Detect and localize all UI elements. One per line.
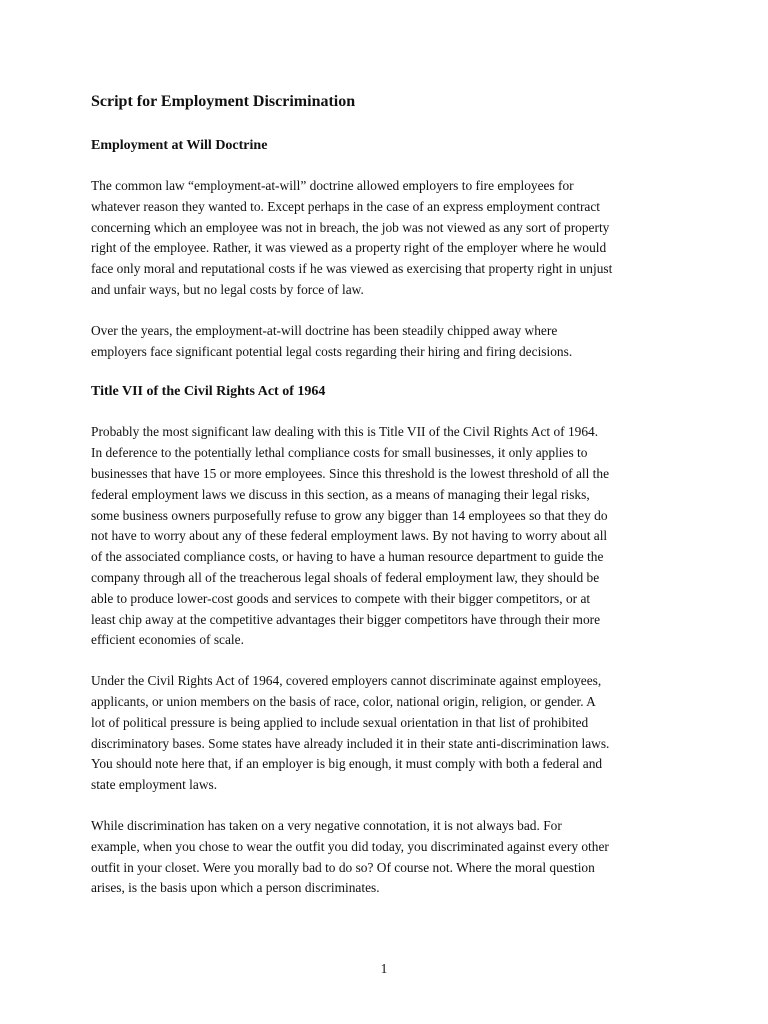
text-line: applicants, or union members on the basis of race, color, national origin, religion, or gender. A — [91, 693, 596, 709]
text-line: In deference to the potentially lethal compliance costs for small businesses, it only applies to — [91, 445, 588, 461]
page-number: 1 — [380, 961, 388, 976]
text-line: not have to worry about any of these federal employment laws. By not having to worry about all — [91, 528, 608, 544]
text-line: employers face significant potential legal costs regarding their hiring and firing decisions. — [91, 343, 573, 359]
section-heading: Employment at Will Doctrine — [91, 138, 268, 153]
paragraph — [91, 422, 691, 651]
text-line: able to produce lower-cost goods and services to compete with their bigger competitors, or at — [91, 590, 591, 606]
text-line: Probably the most significant law dealing with this is Title VII of the Civil Rights Act of 1964. — [91, 424, 599, 440]
section-heading: Title VII of the Civil Rights Act of 1964 — [91, 384, 326, 400]
text-line: Under the Civil Rights Act of 1964, covered employers cannot discriminate against employees, — [91, 673, 602, 689]
text-line: least chip away at the competitive advantages their bigger competitors have through their more — [91, 611, 601, 627]
text-line: face only moral and reputational costs if he was viewed as exercising that property right in unjust — [91, 261, 613, 277]
paragraph — [91, 176, 691, 301]
text-line: right of the employee. Rather, it was viewed as a property right of the employer where he would — [91, 240, 607, 256]
text-line: concerning which an employee was not in breach, the job was not viewed as any sort of property — [91, 219, 610, 235]
text-line: businesses that have 15 or more employees. Since this threshold is the lowest threshold of all the — [91, 465, 610, 481]
text-line: federal employment laws we discuss in this section, as a means of managing their legal risks, — [91, 486, 590, 502]
paragraph — [91, 671, 691, 796]
text-line: some business owners purposefully refuse to grow any bigger than 14 employees so that they do — [91, 507, 608, 523]
text-line: whatever reason they wanted to. Except perhaps in the case of an express employment contract — [91, 198, 601, 214]
paragraph — [91, 816, 691, 899]
text-line: You should note here that, if an employer is big enough, it must comply with both a federal and — [91, 756, 603, 772]
text-line: arises, is the basis upon which a person discriminates. — [91, 880, 380, 896]
text-line: discriminatory bases. Some states have already included it in their state anti-discrimination laws. — [91, 735, 610, 751]
text-line: outfit in your closet. Were you morally bad to do so? Of course not. Where the moral question — [91, 859, 595, 875]
paragraph — [91, 321, 691, 363]
section-employment-at-will — [91, 136, 691, 362]
text-line: The common law “employment-at-will” doctrine allowed employers to fire employees for — [91, 178, 574, 193]
text-line: state employment laws. — [91, 777, 218, 793]
text-line: Over the years, the employment-at-will doctrine has been steadily chipped away where — [91, 322, 558, 338]
text-line: of the associated compliance costs, or having to have a human resource department to guide the — [91, 549, 604, 565]
text-line: While discrimination has taken on a very negative connotation, it is not always bad. For — [91, 817, 562, 833]
document-title: Script for Employment Discrimination — [91, 93, 356, 110]
document-body — [91, 92, 691, 919]
text-line: lot of political pressure is being applied to include sexual orientation in that list of prohibited — [91, 714, 589, 730]
text-line: company through all of the treacherous legal shoals of federal employment law, they should be — [91, 569, 600, 585]
text-line: efficient economies of scale. — [91, 632, 244, 648]
text-line: example, when you chose to wear the outfit you did today, you discriminated against every other — [91, 838, 609, 854]
section-title-vii — [91, 382, 691, 899]
text-line: and unfair ways, but no legal costs by force of law. — [91, 281, 364, 297]
